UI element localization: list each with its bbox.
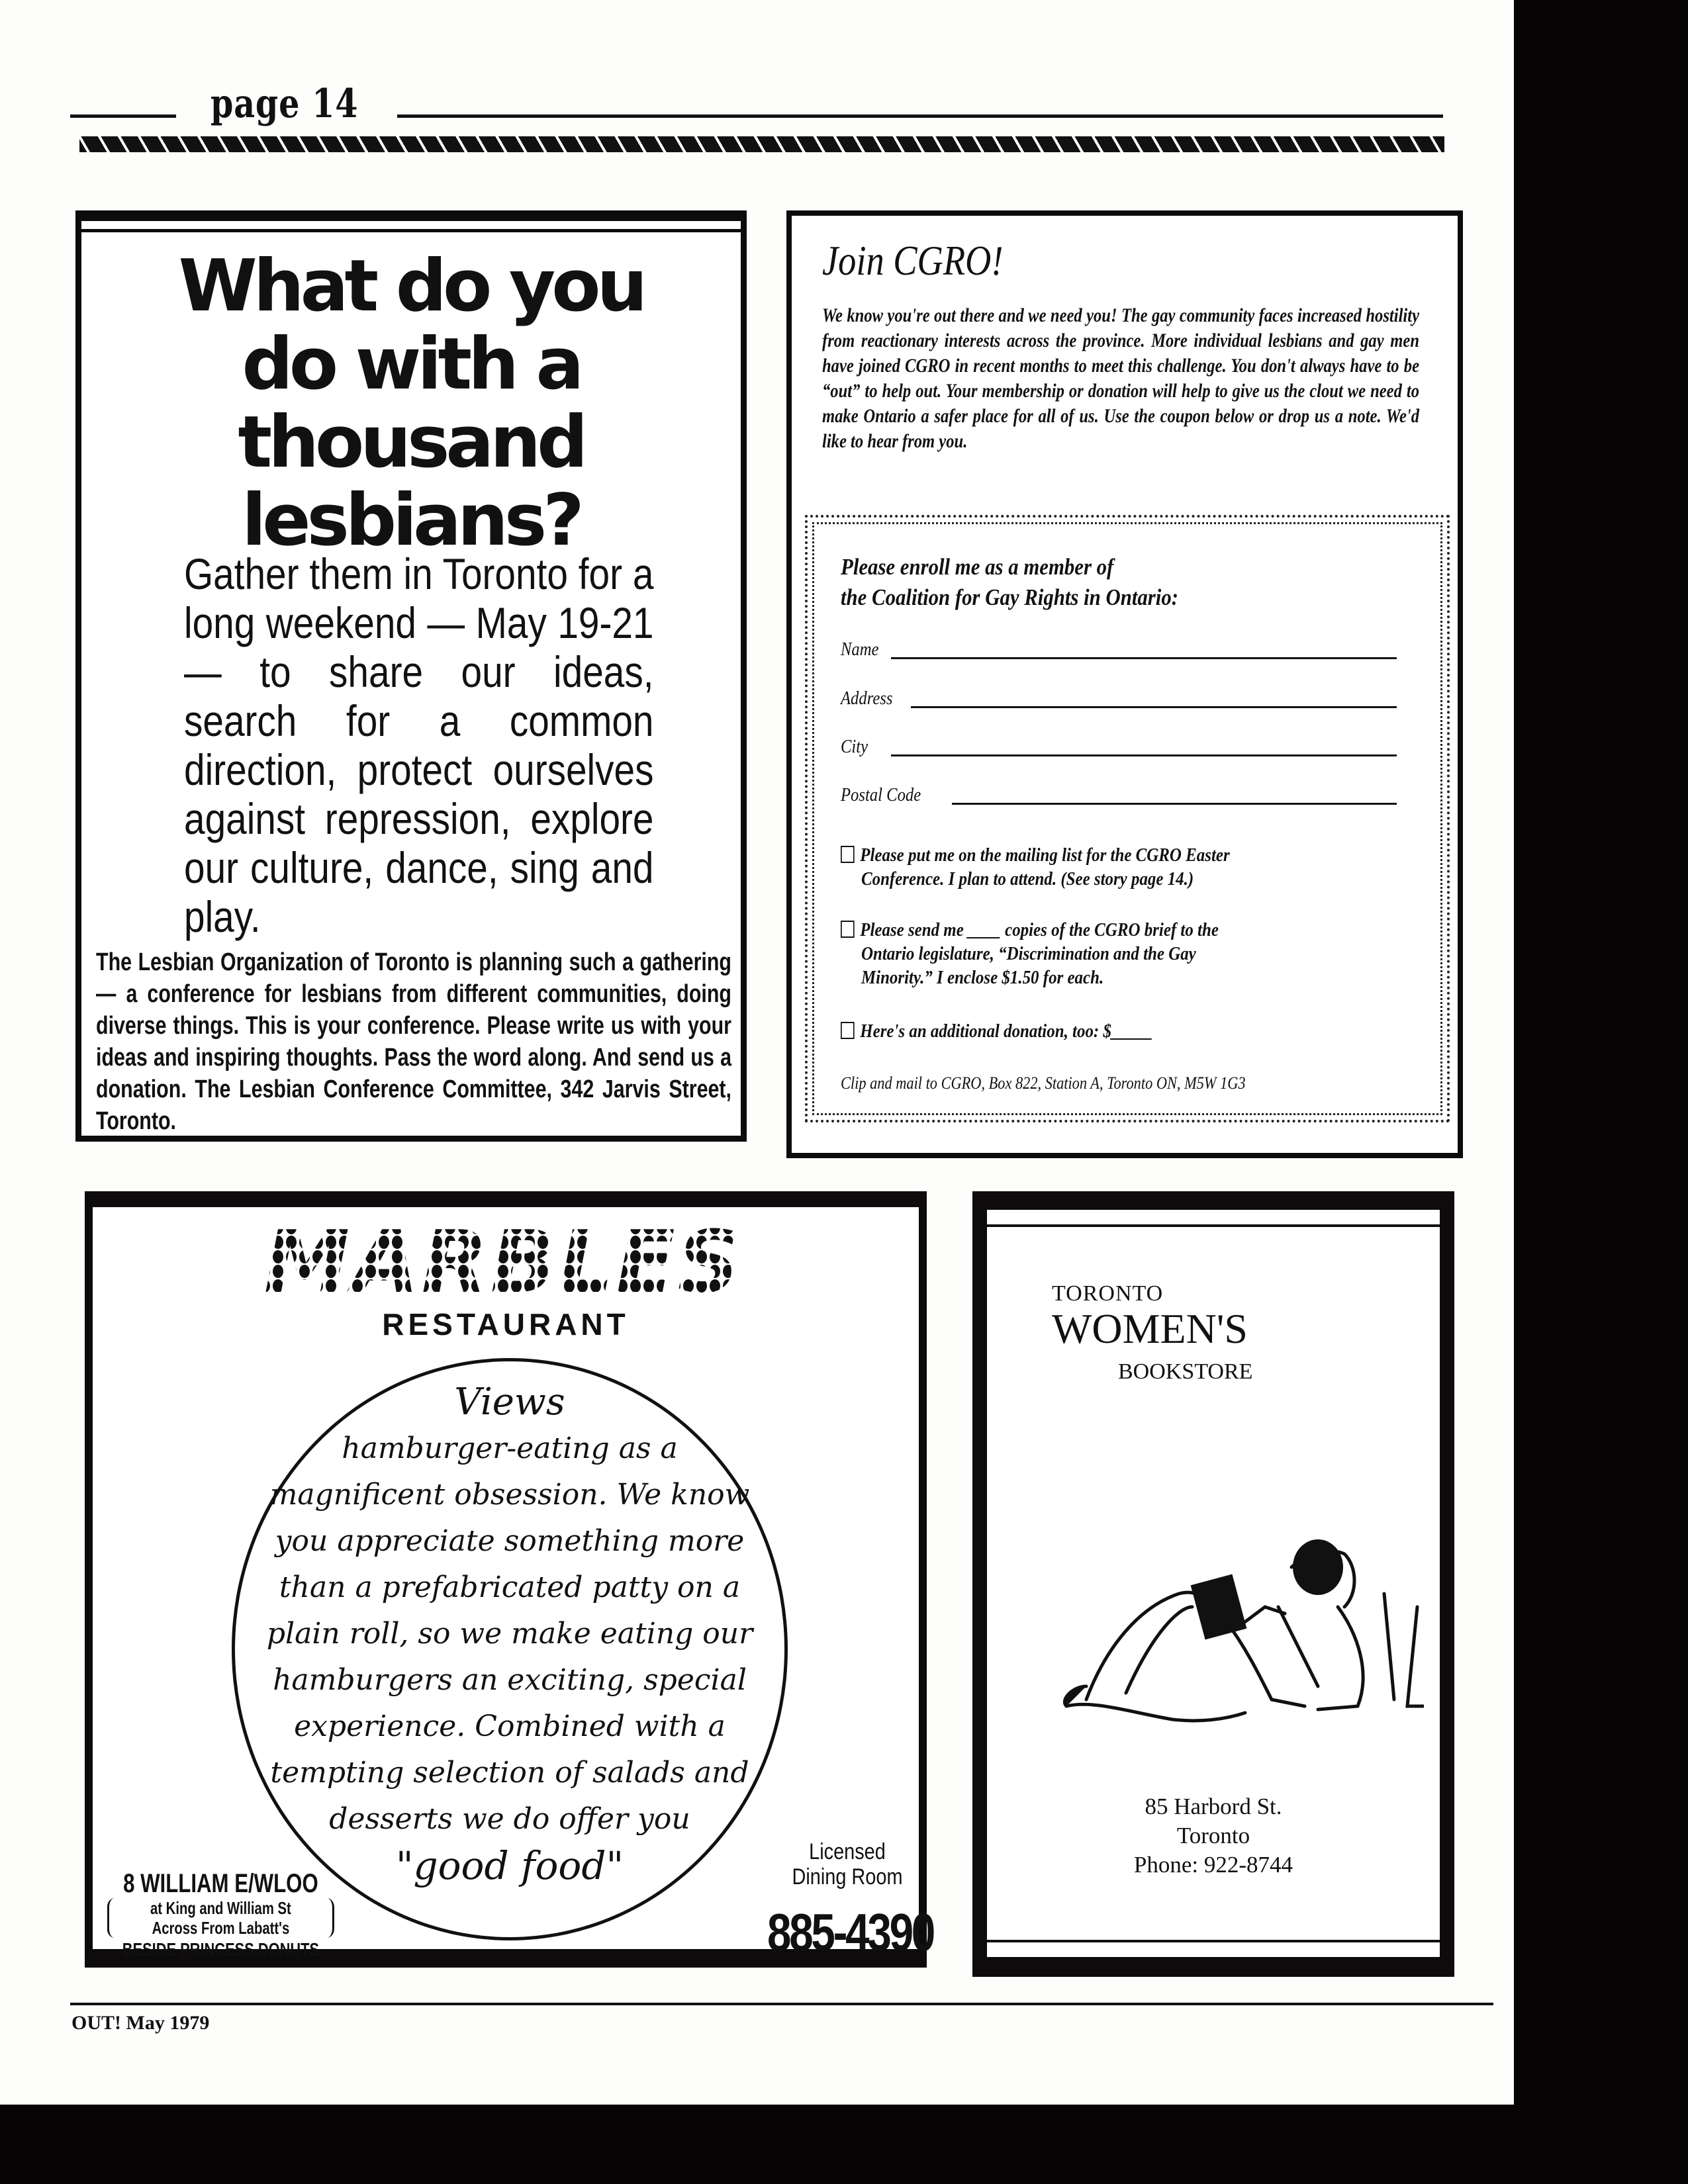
ad-inner-rule [81,229,741,232]
publication-footer: OUT! May 1979 [71,2012,210,2034]
header-rule-right [397,114,1443,118]
ad-title: Join CGRO! [822,237,1004,284]
address-field[interactable]: Address [841,686,1397,712]
marbles-dotted-logo-icon [245,1220,761,1300]
city-field[interactable]: City [841,734,1397,760]
header-rule-left [70,114,176,118]
ad-headline: What do you do with a thousand lesbians? [178,245,644,562]
bookstore-label: BOOKSTORE [1118,1359,1253,1384]
brief-copies-checkbox[interactable]: Please send me ____ copies of the CGRO brief to the Ontario legislature, “Discrimination and the Gay Minority.” I enclose $1.50 for each. [841,918,1410,989]
mailing-address: Clip and mail to CGRO, Box 822, Station A, Toronto ON, M5W 1G3 [841,1073,1246,1093]
coupon-lead: Please enroll me as a member of the Coalition for Gay Rights in Ontario: [841,554,1179,610]
page-number-heading: page 14 [211,81,359,127]
bookstore-contact: 85 Harbord St. Toronto Phone: 922-8744 [1133,1794,1293,1878]
footer-rule [70,2003,1493,2005]
restaurant-subtitle: RESTAURANT [382,1307,630,1342]
ad-subhead: Gather them in Toronto for a long weekend — May 19-21 — to share our ideas, search for a common direction, protect ourselves against repression, explore our culture, dance, sing and play. [184,549,654,941]
bookstore-city: TORONTO [1052,1281,1164,1306]
decorative-braid-border [79,136,1444,152]
name-field[interactable]: Name [841,637,1397,663]
cgro-membership-ad [786,210,1463,1158]
womens-bookstore-ad [972,1191,1454,1977]
restaurant-address: 8 WILLIAM E/WLOO at King and William St Across From Labatt's BESIDE PRINCESS DONUTS [102,1869,340,1962]
svg-text:MARBLES: MARBLES [263,1220,743,1300]
bookstore-name: WOMEN'S [1052,1305,1248,1352]
checkbox-icon[interactable] [841,846,855,863]
membership-coupon [805,515,1450,1122]
script-copy: Views hamburger-eating as a magnificent obsession. We know you appreciate something more than a prefabricated patty on a plain roll, so we make eating our hamburgers an exciting, special experience. Combined with a tempting selection of salads and desserts we do offer you "good food" [266,1381,753,1888]
ad-intro-text: We know you're out there and we need you! The gay community faces increased hostility from reactionary interests across the province. More individual lesbians and gay men have joined CGRO in recent months to meet this challenge. You don't always have to be “out” to help out. Your membership or donation will help to give us the clout we need to make Ontario a safer place for all of us. Use the coupon below or drop us a note. We'd like to hear from you. [822,304,1419,452]
licensed-dining-label: Licensed Dining Room [792,1839,903,1889]
postal-code-field[interactable]: Postal Code [841,782,1397,809]
marbles-restaurant-ad [85,1191,933,1968]
ad-inner-rule-bottom [987,1940,1440,1942]
ad-inner-rule-top [987,1224,1440,1227]
ad-body-text: The Lesbian Organization of Toronto is planning such a gathering — a conference for lesbians from different communities, doing diverse things. This is your conference. Please write us with your ideas and inspiring thoughts. Pass the word along. And send us a donation. The Lesbian Conference Committee, 342 Jarvis Street, Toronto. [96,948,731,1135]
lesbian-conference-ad [75,210,747,1142]
checkbox-icon[interactable] [841,1022,855,1039]
woman-reading-illustration-icon [1027,1408,1424,1726]
donation-checkbox[interactable]: Here's an additional donation, too: $_____ [841,1019,1410,1043]
checkbox-icon[interactable] [841,921,855,938]
mailing-list-checkbox[interactable]: Please put me on the mailing list for the CGRO Easter Conference. I plan to attend. (See story page 14.) [841,843,1410,891]
restaurant-phone: 885-4390 [767,1903,933,1962]
